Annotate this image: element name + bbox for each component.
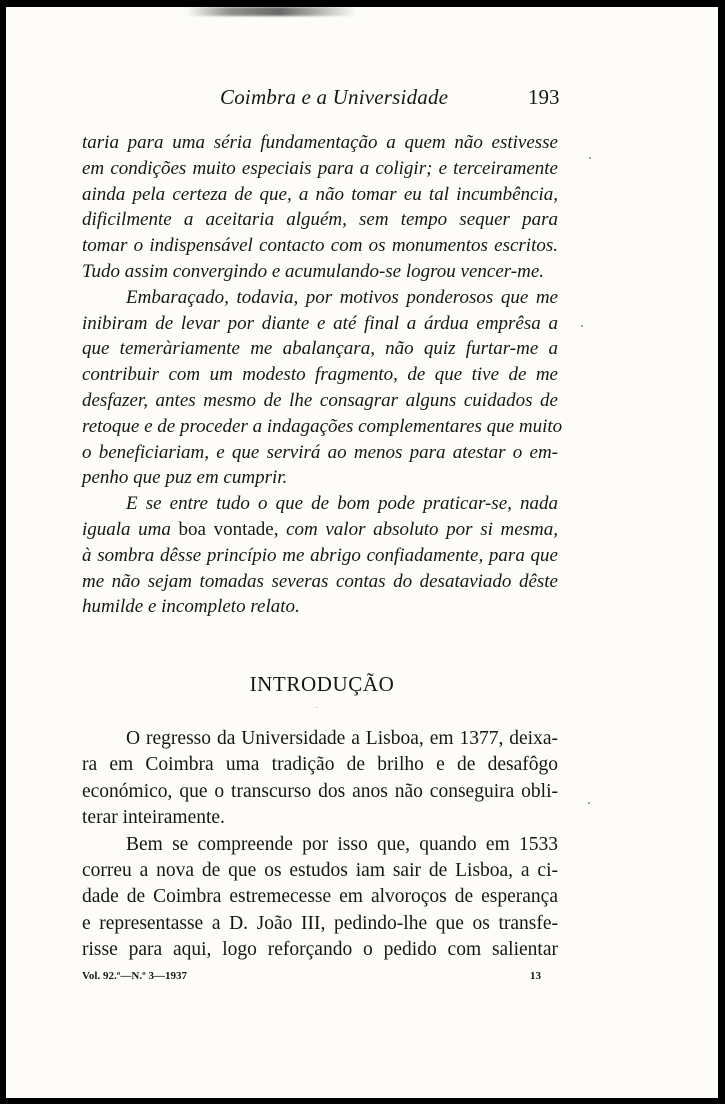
footer-signature: 13 bbox=[530, 970, 541, 982]
text-line: Tudo assim convergindo e acumulando-se logrou vencer-me. bbox=[82, 260, 545, 282]
text-line: ainda pela certeza de que, a não tomar eu tal incumbência, bbox=[82, 183, 558, 205]
text-line: taria para uma séria fundamentação a quem não estivesse bbox=[82, 132, 558, 153]
footer-volume: Vol. 92.º—N.º 3—1937 bbox=[82, 970, 187, 982]
text-line: dificilmente a aceitaria alguém, sem tempo sequer para bbox=[82, 209, 558, 231]
text-segment-roman: boa vontade, bbox=[178, 518, 279, 540]
text-line: que temeràriamente me abalançara, não quiz furtar-me a bbox=[82, 338, 558, 360]
running-title: Coimbra e a Universidade bbox=[220, 85, 449, 109]
text-line: humilde e incompleto relato. bbox=[82, 596, 300, 618]
text-line: Bem se compreende por isso que, quando em 1533 bbox=[126, 833, 558, 855]
text-line: correu a nova de que os estudos iam sair de Lisboa, a ci- bbox=[82, 859, 558, 881]
text-line: tomar o indispensável contacto com os monumentos escritos. bbox=[82, 235, 558, 257]
text-line: o beneficiariam, e que servirá ao menos para atestar o em- bbox=[82, 441, 558, 463]
scan-speck bbox=[581, 325, 583, 327]
text-line: à sombra dêsse princípio me abrigo confiadamente, para que bbox=[82, 544, 558, 566]
text-line: contribuir com um modesto fragmento, de que tive de me bbox=[82, 364, 558, 386]
text-line-mixed bbox=[82, 517, 558, 543]
text-line: me não sejam tomadas severas contas do desataviado dêste bbox=[82, 570, 558, 592]
text-line: em condições muito especiais para a coligir; e terceiramente bbox=[82, 157, 558, 179]
text-line: O regresso da Universidade a Lisboa, em 1377, deixa- bbox=[126, 728, 558, 749]
text-segment: iguala uma bbox=[82, 518, 179, 540]
section-heading: INTRODUÇÃO bbox=[249, 672, 395, 696]
text-line: dade de Coimbra estremecesse em alvoroços de esperança bbox=[82, 886, 558, 908]
text-line: penho que puz em cumprir. bbox=[82, 467, 288, 489]
text-line: inibiram de levar por diante e até final a árdua emprêsa a bbox=[82, 312, 558, 334]
running-head bbox=[6, 85, 718, 115]
text-line: retoque e de proceder a indagações complementares que muito bbox=[82, 415, 563, 437]
introduction-text bbox=[82, 726, 558, 964]
text-line: Embaraçado, todavia, por motivos ponderosos que me bbox=[126, 286, 558, 308]
text-line: e representasse a D. João III, pedindo-lhe que os transfe- bbox=[82, 912, 558, 934]
scan-speck bbox=[589, 157, 591, 159]
text-line: E se entre tudo o que de bom pode praticar-se, nada bbox=[126, 493, 558, 515]
scanned-page bbox=[6, 7, 718, 1098]
text-line: económico, que o transcurso dos anos não conseguira obli- bbox=[82, 780, 558, 802]
text-line: desfazer, antes mesmo de lhe consagrar alguns cuidados de bbox=[82, 389, 558, 411]
text-segment: com valor absoluto por si mesma, bbox=[278, 518, 559, 540]
scan-smudge bbox=[186, 7, 356, 16]
scan-speck bbox=[316, 707, 317, 708]
text-line: risse para aqui, logo reforçando o pedido com salientar bbox=[82, 939, 558, 961]
text-line: terar inteiramente. bbox=[82, 807, 225, 829]
scan-speck bbox=[588, 802, 590, 804]
text-line: ra em Coimbra uma tradição de brilho e de desafôgo bbox=[82, 754, 558, 776]
preface-text bbox=[82, 130, 563, 620]
page-number: 193 bbox=[528, 85, 560, 109]
